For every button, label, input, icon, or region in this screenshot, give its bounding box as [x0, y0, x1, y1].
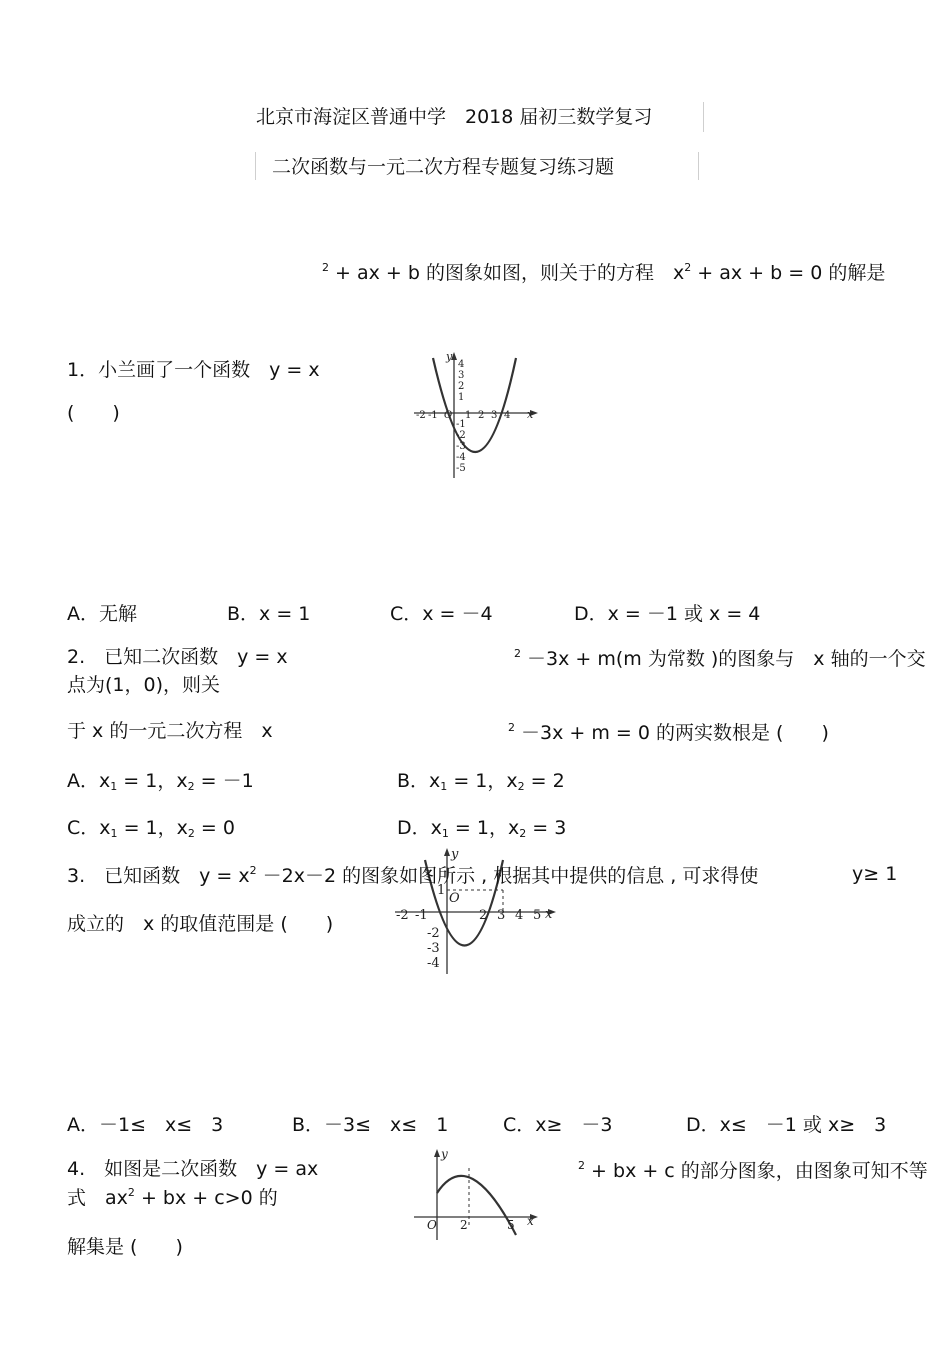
q3-x-tick: 3 [497, 908, 506, 923]
q3-stem-c: y≥ 1 [852, 863, 898, 885]
q4-stem-a: 4. 如图是二次函数 y = ax [67, 1158, 319, 1180]
q4-x-tick: 2 [460, 1218, 468, 1232]
q4-stem-b: $^2$ + bx + c 的部分图象，由图象可知不等 [578, 1159, 928, 1182]
q1-origin: O [444, 410, 453, 421]
q2-stem-a: 2. 已知二次函数 y = x [67, 646, 288, 668]
q3-origin: O [449, 891, 460, 906]
q4-stem-e: 解集是 ( ) [67, 1236, 183, 1258]
q3-x-tick: -2 [396, 908, 409, 923]
q1-y-tick: 4 [458, 359, 465, 370]
page-subtitle: 二次函数与一元二次方程专题复习练习题 [272, 156, 615, 178]
q3-option-b: B．－3≤ x≤ 1 [292, 1114, 449, 1136]
q2-option-c: C．$x_1 = 1$，$x_2 = 0$ [67, 817, 235, 840]
q1-y-tick: 2 [458, 381, 465, 392]
q1-y-tick: -4 [456, 452, 466, 463]
q1-option-d: D．x = －1 或 x = 4 [574, 603, 761, 625]
page-title: 北京市海淀区普通中学 2018 届初三数学复习 [256, 106, 653, 128]
q1-paren: ( ) [67, 402, 120, 424]
q3-y-label: y [451, 847, 459, 862]
q4-y-label: y [441, 1147, 448, 1161]
q1-x-tick: 4 [504, 410, 511, 421]
q2-option-d: D．$x_1 = 1$，$x_2 = 3$ [397, 817, 567, 840]
q3-x-tick: 4 [515, 908, 524, 923]
q3-option-c: C．x≥ －3 [503, 1114, 613, 1136]
q2-stem-e: $^2$ －3x + m = 0 的两实数根是 ( ) [508, 721, 829, 744]
q3-stem-d: 成立的 x 的取值范围是 ( ) [67, 913, 334, 935]
q3-x-tick: 5 [533, 908, 542, 923]
q1-y-label: y [446, 350, 453, 363]
q1-y-tick: -1 [456, 419, 466, 430]
q1-x-tick: 3 [491, 410, 498, 421]
q3-x-tick: 2 [479, 908, 488, 923]
q2-stem-d: 于 x 的一元二次方程 x [67, 720, 273, 742]
q1-option-b: B．x = 1 [227, 603, 311, 625]
q1-x-label: x [527, 408, 534, 421]
q1-stem: 1．小兰画了一个函数 y = x [67, 359, 320, 381]
q1-x-tick: -2 [416, 410, 426, 421]
q4-stem-c: 式 $ax^2$ + bx + c>0 的 [67, 1186, 278, 1209]
q3-y-tick: -4 [427, 956, 440, 971]
q3-stem-a: 3. 已知函数 $y = x^2 -2x-2$ 的图象如图所示 , 根据其中提供的信息 , 可求得使 [67, 864, 759, 887]
q4-x-label: x [527, 1214, 534, 1228]
q3-y-tick: 1 [437, 883, 446, 898]
q1-x-tick: 2 [478, 410, 485, 421]
q1-x-tick: -1 [428, 410, 438, 421]
q3-y-tick: -3 [427, 941, 440, 956]
q3-option-a: A．－1≤ x≤ 3 [67, 1114, 224, 1136]
q1-y-tick: -5 [456, 463, 466, 474]
q1-graph [410, 350, 540, 480]
q2-stem-b: $^2$ －3x + m(m 为常数 )的图象与 x 轴的一个交 [514, 647, 926, 670]
q1-formula-line: $^2$ + ax + b 的图象如图，则关于的方程 $x^2$ + ax + b = 0 的解是 [322, 261, 886, 284]
q2-stem-c: 点为(1，0)，则关 [67, 674, 221, 696]
q1-option-c: C．x = －4 [390, 603, 493, 625]
q1-y-tick: -2 [456, 430, 466, 441]
q3-option-d: D．x≤ －1 或 x≥ 3 [686, 1114, 887, 1136]
q1-option-a: A．无解 [67, 603, 137, 625]
q4-origin: O [427, 1218, 437, 1232]
q3-x-label: x [545, 907, 553, 922]
q1-y-tick: 1 [458, 392, 465, 403]
q1-x-tick: 1 [465, 410, 472, 421]
q4-x-tick: 5 [507, 1218, 515, 1232]
q1-y-tick: -3 [456, 441, 466, 452]
q1-y-tick: 3 [458, 370, 465, 381]
q3-y-tick: -2 [427, 926, 440, 941]
q4-graph [410, 1145, 540, 1245]
q2-option-a: A．$x_1 = 1$，$x_2 = -1$ [67, 770, 254, 793]
q3-x-tick: -1 [415, 908, 428, 923]
q2-option-b: B．$x_1 = 1$，$x_2 = 2$ [397, 770, 565, 793]
